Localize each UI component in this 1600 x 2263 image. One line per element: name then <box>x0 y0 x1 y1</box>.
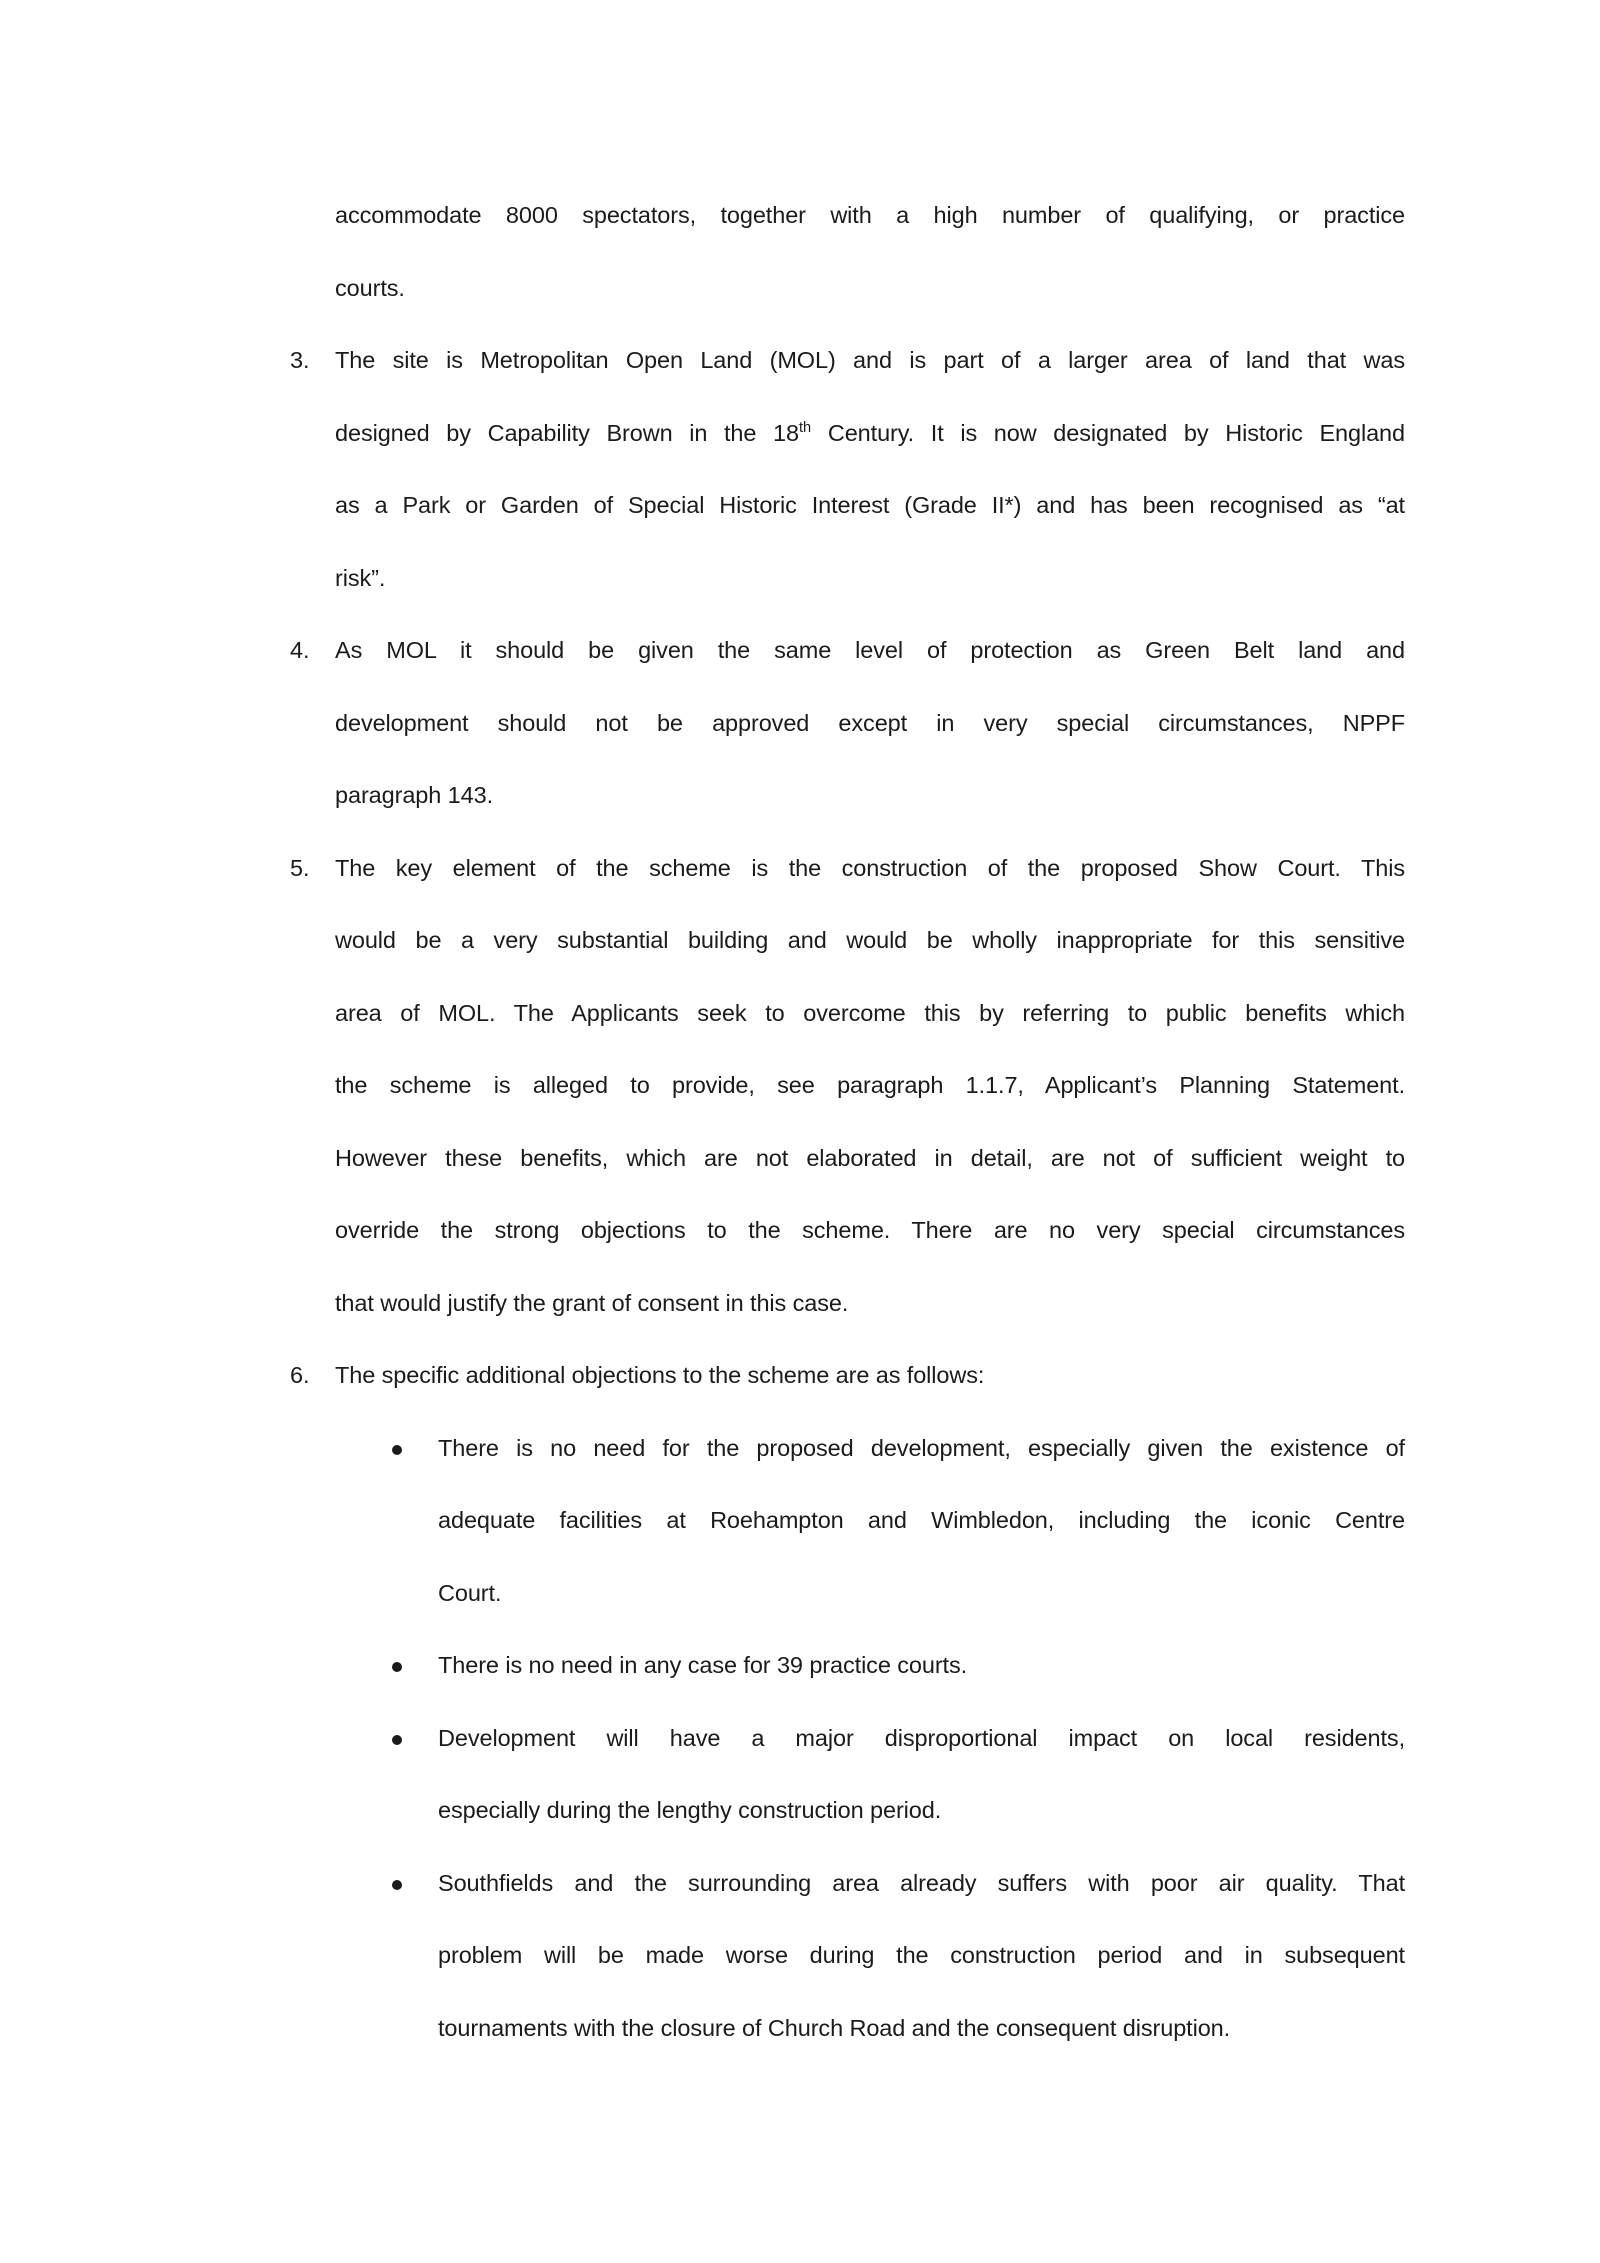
text-line: adequate facilities at Roehampton and Wimbledon, including the iconic Centre <box>438 1507 1405 1533</box>
text-line <box>335 397 1405 470</box>
text-line: As MOL it should be given the same level of protection as Green Belt land and <box>335 637 1405 663</box>
bullet-item <box>335 1629 1405 1702</box>
bullet-icon <box>392 1662 402 1672</box>
text-line: override the strong objections to the scheme. There are no very special circumstances <box>335 1217 1405 1243</box>
text-line: The specific additional objections to the scheme are as follows: <box>335 1362 985 1388</box>
text-line: problem will be made worse during the construction period and in subsequent <box>438 1942 1405 1968</box>
text-line: would be a very substantial building and would be wholly inappropriate for this sensitive <box>335 927 1405 953</box>
paragraph-continuation <box>335 179 1405 324</box>
item-number: 5. <box>290 854 310 881</box>
bullet-item <box>335 1847 1405 2065</box>
item-number: 6. <box>290 1362 310 1388</box>
text-line: development should not be approved except in very special circumstances, NPPF <box>335 709 1405 736</box>
text-line: especially during the lengthy construction period. <box>438 1797 942 1823</box>
text-line: The site is Metropolitan Open Land (MOL) and is part of a larger area of land that was <box>335 347 1405 373</box>
text-line: courts. <box>335 274 405 301</box>
numbered-item-3 <box>290 324 1405 614</box>
text-line: The key element of the scheme is the construction of the proposed Show Court. This <box>335 854 1405 881</box>
text-line: accommodate 8000 spectators, together with a high number of qualifying, or practice <box>335 202 1405 228</box>
text-line: that would justify the grant of consent in this case. <box>335 1289 849 1316</box>
text-segment: Century. It is now designated by Historic England <box>811 419 1405 446</box>
text-line: Development will have a major disproportional impact on local residents, <box>438 1724 1405 1751</box>
superscript-ordinal: th <box>799 419 812 436</box>
text-line: tournaments with the closure of Church Road and the consequent disruption. <box>438 2014 1231 2041</box>
bullet-item <box>335 1702 1405 1847</box>
text-line: However these benefits, which are not elaborated in detail, are not of sufficient weight to <box>335 1144 1405 1171</box>
bullet-icon <box>392 1445 402 1455</box>
text-line: as a Park or Garden of Special Historic Interest (Grade II*) and has been recognised as “at <box>335 492 1405 518</box>
text-line: the scheme is alleged to provide, see paragraph 1.1.7, Applicant’s Planning Statement. <box>335 1072 1405 1098</box>
text-segment: designed by Capability Brown in the 18 <box>335 419 799 446</box>
bullet-item <box>335 1412 1405 1630</box>
bullet-icon <box>392 1735 402 1745</box>
text-line: Southfields and the surrounding area already suffers with poor air quality. That <box>438 1869 1405 1896</box>
numbered-item-5 <box>290 832 1405 1340</box>
item-number: 3. <box>290 347 310 373</box>
text-line: paragraph 143. <box>335 782 494 808</box>
item-number: 4. <box>290 637 310 663</box>
numbered-item-6 <box>290 1339 1405 2064</box>
numbered-item-4 <box>290 614 1405 832</box>
text-line: area of MOL. The Applicants seek to overcome this by referring to public benefits which <box>335 999 1405 1026</box>
text-line: Court. <box>438 1579 502 1606</box>
text-line: There is no need in any case for 39 practice courts. <box>438 1652 968 1678</box>
text-line: There is no need for the proposed development, especially given the existence of <box>438 1434 1405 1461</box>
text-line: risk”. <box>335 564 386 591</box>
bullet-icon <box>392 1880 402 1890</box>
